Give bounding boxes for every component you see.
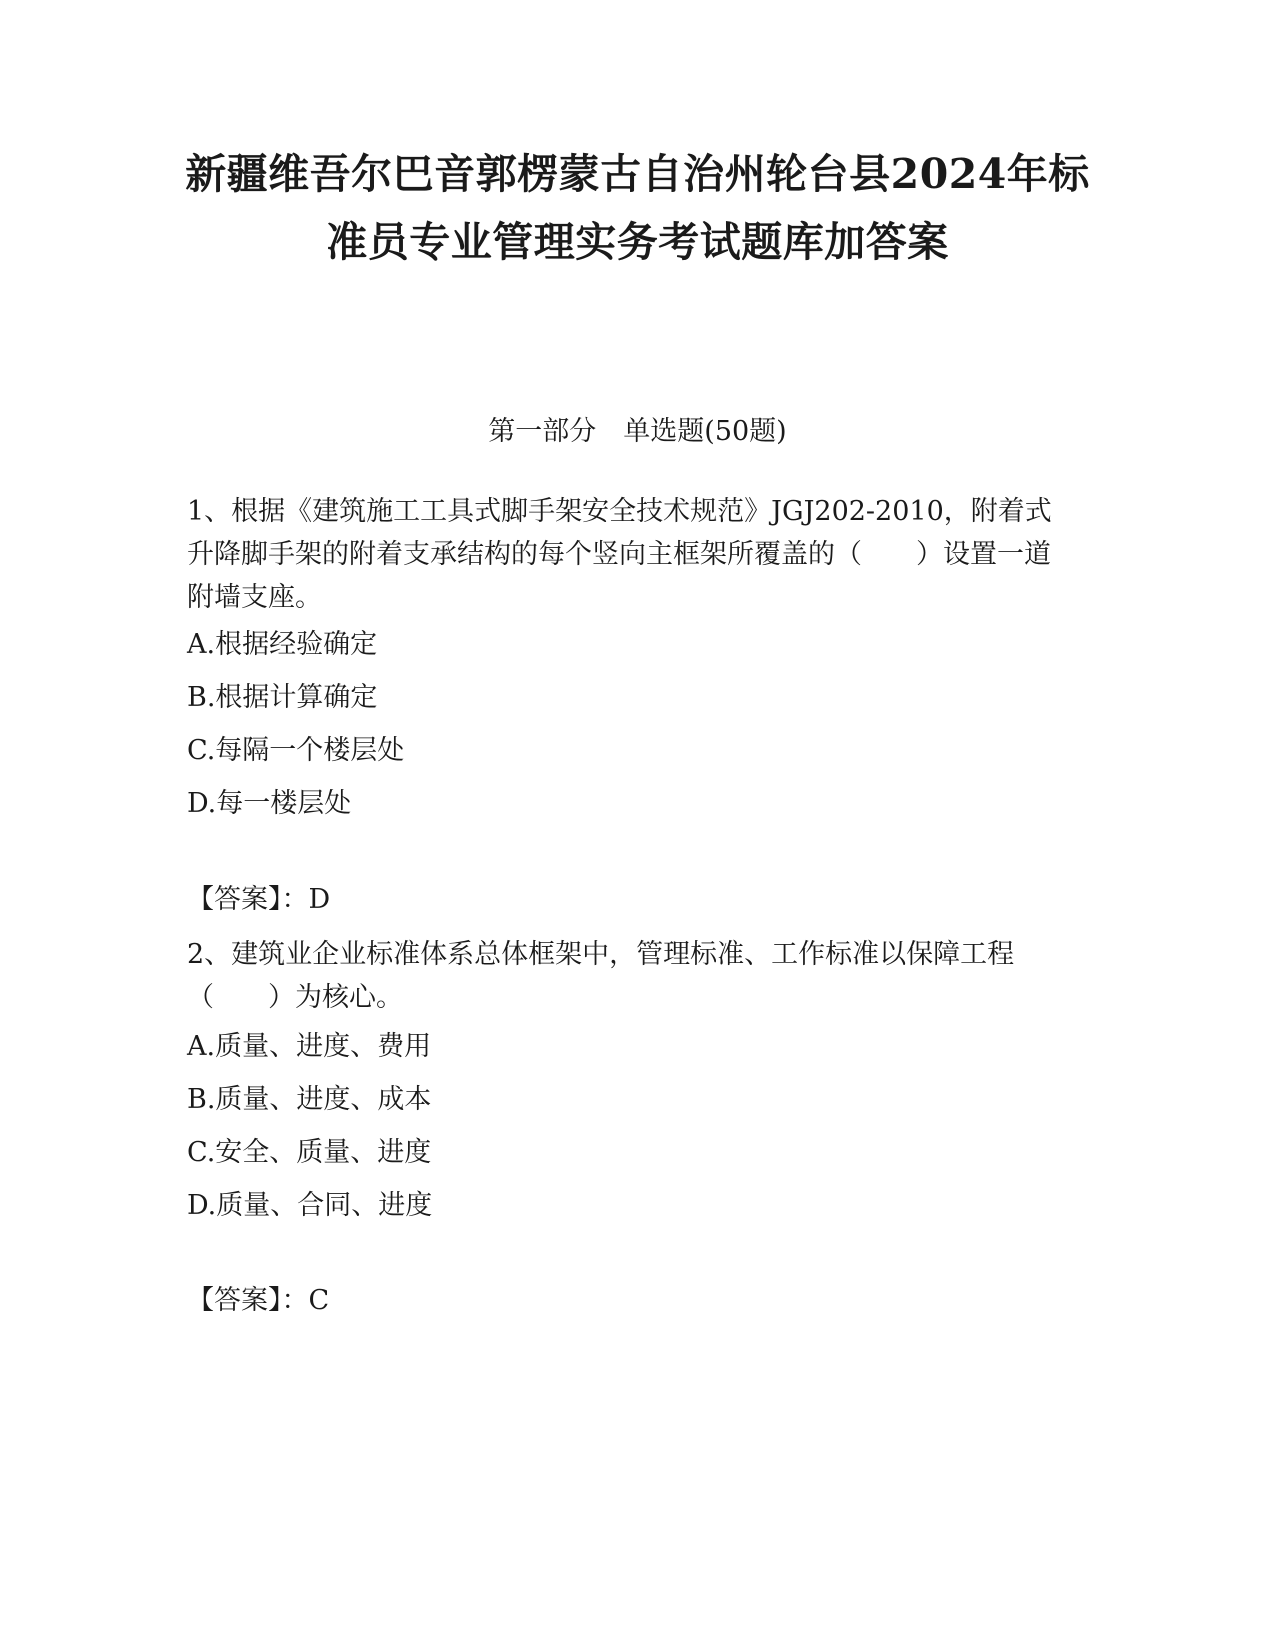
question-1-option-b: B.根据计算确定 [187, 682, 378, 713]
title-line-1: 新疆维吾尔巴音郭楞蒙古自治州轮台县2024年标 [185, 150, 1090, 198]
question-1-option-c: C.每隔一个楼层处 [187, 735, 405, 766]
question-2-stem: 2、建筑业企业标准体系总体框架中，管理标准、工作标准以保障工程（ ）为核心。 [187, 939, 1015, 1013]
question-2-option-d: D.质量、合同、进度 [187, 1190, 433, 1221]
question-1-option-d: D.每一楼层处 [187, 788, 352, 819]
section-heading: 第一部分 单选题(50题) [488, 416, 787, 447]
question-1-stem: 1、根据《建筑施工工具式脚手架安全技术规范》JGJ202-2010，附着式升降脚手架的附着支承结构的每个竖向主框架所覆盖的（ ）设置一道附墙支座。 [187, 496, 1052, 613]
title-line-2: 准员专业管理实务考试题库加答案 [326, 218, 949, 266]
question-2-answer: 【答案】：C [187, 1285, 330, 1316]
question-2-option-c: C.安全、质量、进度 [187, 1137, 432, 1168]
question-1-option-a: A.根据经验确定 [187, 629, 378, 660]
question-2-option-a: A.质量、进度、费用 [187, 1031, 432, 1062]
document-title [150, 140, 1125, 276]
question-2-option-b: B.质量、进度、成本 [187, 1084, 432, 1115]
question-1-answer: 【答案】：D [187, 884, 331, 915]
